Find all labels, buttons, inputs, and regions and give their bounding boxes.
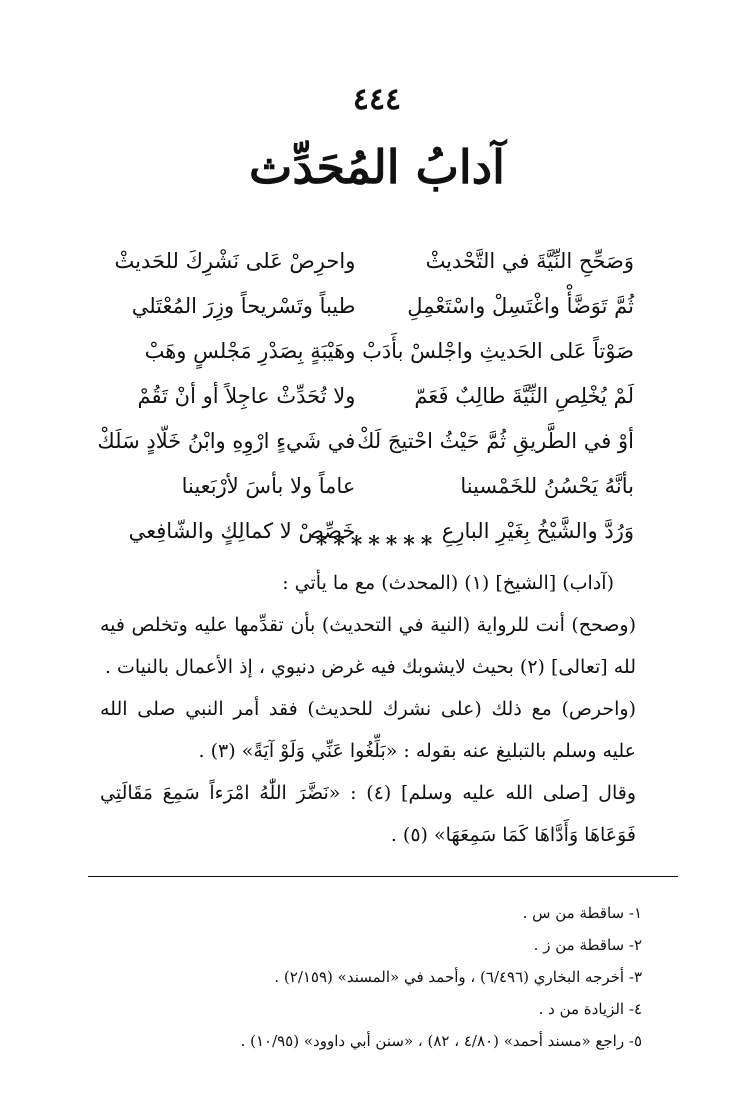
commentary-paragraph: (آداب) [الشيخ] (١) (المحدث) مع ما يأتي :	[282, 572, 614, 594]
verse	[118, 283, 634, 328]
verse	[118, 328, 634, 373]
verse	[97, 418, 634, 463]
verse-second-hemistich: في شَيءٍ ارْوِهِ وابْنُ خَلّادٍ سَلَكْ	[97, 428, 356, 453]
footnote: ٤- الزيادة من د .	[538, 1000, 642, 1018]
chapter-title: آدابُ المُحَدِّث	[249, 140, 505, 194]
footnote: ٢- ساقطة من ز .	[533, 936, 642, 954]
footnote: ٥- راجع «مسند أحمد» (٤/٨٠ ، ٨٢) ، «سنن أبي داوود» (١٠/٩٥) .	[240, 1032, 642, 1050]
poem	[97, 238, 634, 553]
verse-second-hemistich: طيباً وتَسْريحاً وزِرَ المُعْتَلي	[131, 293, 356, 318]
commentary-paragraph: (وصحح) أنت للرواية (النية في التحديث) بأن تقدِّمها عليه وتخلص فيه لله [تعالى] (٢) بحيث لايشوبك فيه غرض دنيوي ، إذ الأعمال بالنيات .	[100, 614, 636, 678]
verse-first-hemistich: صَوْتاً عَلى الحَديثِ واجْلسْ بأَدَبْ	[362, 338, 634, 363]
verse-first-hemistich: وَرُدَّ والشَّيْخُ بِغَيْرِ البارِعِ	[441, 518, 634, 543]
verse	[118, 373, 634, 418]
verse-second-hemistich: عاماً ولا بأسَ لأرْبَعينا	[181, 473, 356, 498]
verse-second-hemistich: واحرِصْ عَلى نَشْرِكَ للحَديثْ	[114, 248, 356, 273]
verse-first-hemistich: لَمْ يُخْلِصِ النِّيَّةَ طالِبٌ فَعَمّ	[414, 383, 634, 408]
verse-first-hemistich: وَصَحِّحِ النِّيَّةَ في التَّحْديثْ	[425, 248, 634, 273]
section-separator: *******	[315, 532, 439, 558]
verse-second-hemistich: ولا تُحَدِّثْ عاجِلاً أو أنْ تَقُمْ	[137, 383, 356, 408]
verse-second-hemistich: وهَيْبَةٍ بِصَدْرِ مَجْلسٍ وهَبْ	[144, 338, 356, 363]
page-number: ٤٤٤	[352, 82, 402, 117]
verse-first-hemistich: ثُمَّ تَوَضَّأْ واغْتَسِلْ واسْتَعْمِلِ	[407, 293, 634, 318]
footnote: ٣- أخرجه البخاري (٦/٤٩٦) ، وأحمد في «المسند» (٢/١٥٩) .	[274, 968, 642, 986]
commentary-paragraph: (واحرص) مع ذلك (على نشرك للحديث) فقد أمر النبي صلى الله عليه وسلم بالتبليغ عنه بقوله : «بَلِّغُوا عَنِّي وَلَوْ آيَةً» (٣) .	[100, 698, 636, 762]
footnote-divider	[88, 876, 678, 877]
footnotes	[100, 897, 642, 1057]
verse-second-hemistich: خَصِّصْ لا كمالِكٍ والشّافِعي	[128, 518, 356, 543]
verse	[118, 463, 634, 508]
commentary-paragraph: وقال [صلى الله عليه وسلم] (٤) : «نَضَّرَ اللّٰهُ امْرَءاً سَمِعَ مَقَالَتِي فَوَعَاهَا وَأَدَّاهَا كَمَا سَمِعَهَا» (٥) .	[100, 782, 636, 846]
commentary	[100, 562, 636, 856]
verse-first-hemistich: بأنَّهُ يَحْسُنُ للخَمْسينا	[460, 473, 634, 498]
verse	[114, 238, 634, 283]
footnote: ١- ساقطة من س .	[522, 904, 642, 922]
verse-first-hemistich: أوْ في الطَّريقِ ثُمَّ حَيْثُ احْتيجَ لَكْ	[357, 428, 634, 453]
